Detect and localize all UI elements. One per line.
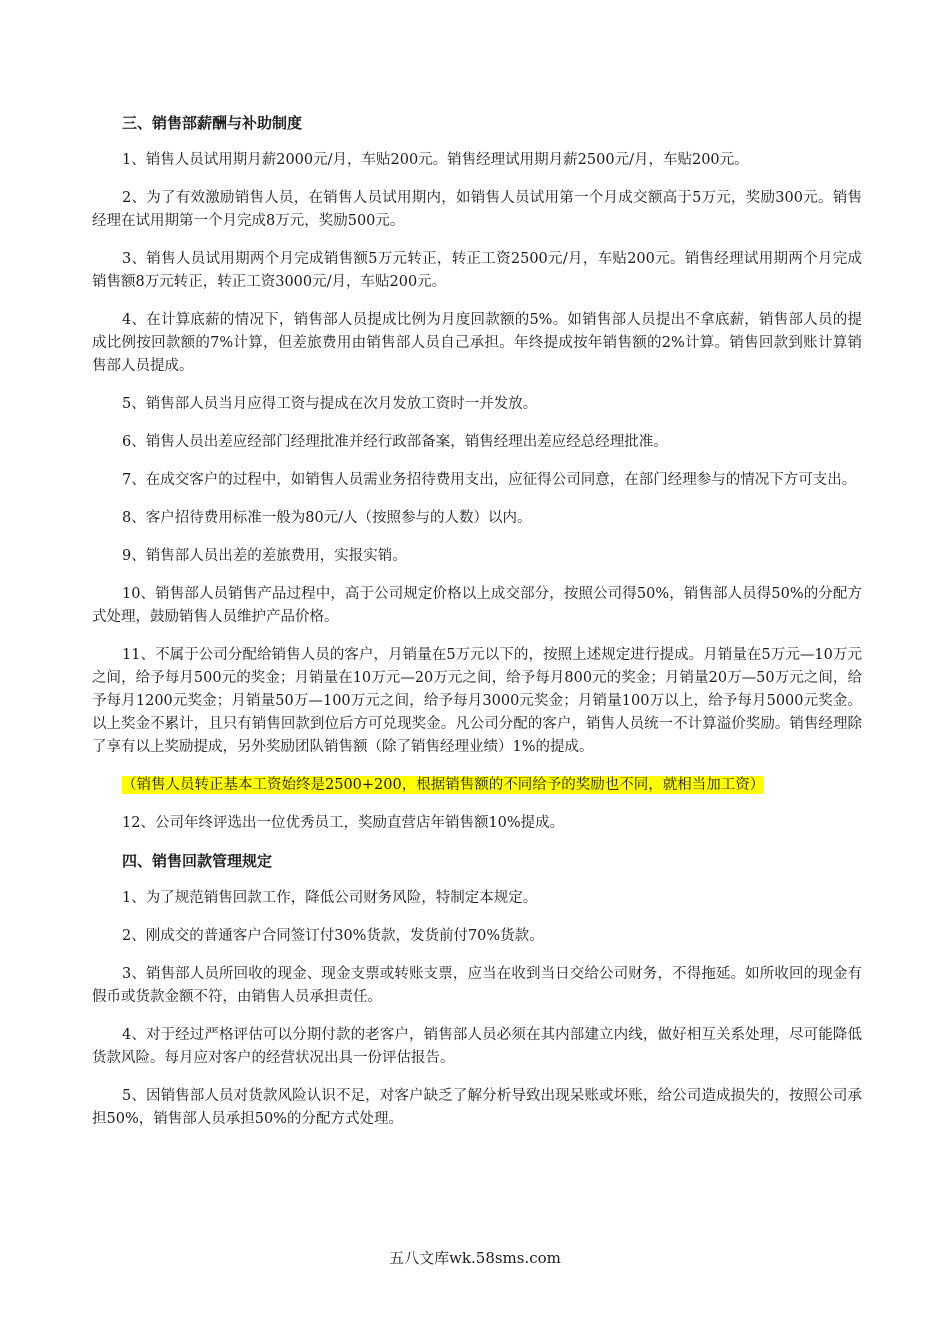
document-body <box>92 112 862 1146</box>
section-3-item-9: 9、销售部人员出差的差旅费用，实报实销。 <box>122 548 407 564</box>
section-3-title: 三、销售部薪酬与补助制度 <box>122 114 303 132</box>
section-3-item-3: 3、销售人员试用期两个月完成销售额5万元转正，转正工资2500元/月，车贴200元。销售经理试用期两个月完成销售额8万元转正，转正工资3000元/月，车贴200元。 <box>92 251 862 290</box>
section-4-item-5: 5、因销售部人员对货款风险认识不足，对客户缺乏了解分析导致出现呆账或坏账，给公司造成损失的，按照公司承担50%，销售部人员承担50%的分配方式处理。 <box>92 1088 862 1127</box>
section-3-item-1: 1、销售人员试用期月薪2000元/月，车贴200元。销售经理试用期月薪2500元/月，车贴200元。 <box>122 152 749 168</box>
section-4-title: 四、销售回款管理规定 <box>122 852 273 870</box>
section-3-item-10: 10、销售部人员销售产品过程中，高于公司规定价格以上成交部分，按照公司得50%，销售部人员得50%的分配方式处理，鼓励销售人员维护产品价格。 <box>92 586 862 625</box>
section-3-item-8: 8、客户招待费用标准一般为80元/人（按照参与的人数）以内。 <box>122 510 532 526</box>
footer-watermark: 五八文库wk.58sms.com <box>389 1249 561 1267</box>
section-3-item-7: 7、在成交客户的过程中，如销售人员需业务招待费用支出，应征得公司同意，在部门经理参与的情况下方可支出。 <box>122 472 857 488</box>
section-4-item-3: 3、销售部人员所回收的现金、现金支票或转账支票，应当在收到当日交给公司财务，不得拖延。如所收回的现金有假币或货款金额不符，由销售人员承担责任。 <box>92 966 862 1005</box>
section-3-item-11: 11、不属于公司分配给销售人员的客户，月销量在5万元以下的，按照上述规定进行提成。月销量在5万元—10万元之间，给予每月500元的奖金；月销量在10万元—20万元之间，给予每月800元的奖金；月销量20万—50万元之间，给予每月1200元奖金；月销量50万—100万元之间，给予每月3000元奖金；月销量100万以上，给予每月5000元奖金。以上奖金不累计，且只有销售回款到位后方可兑现奖金。凡公司分配的客户，销售人员统一不计算溢价奖励。销售经理除了享有以上奖励提成，另外奖励团队销售额（除了销售经理业绩）1%的提成。 <box>92 647 862 755</box>
section-4-item-4: 4、对于经过严格评估可以分期付款的老客户，销售部人员必须在其内部建立内线，做好相互关系处理，尽可能降低货款风险。每月应对客户的经营状况出具一份评估报告。 <box>92 1027 862 1066</box>
section-3-item-2: 2、为了有效激励销售人员，在销售人员试用期内，如销售人员试用第一个月成交额高于5万元，奖励300元。销售经理在试用期第一个月完成8万元，奖励500元。 <box>92 190 862 229</box>
highlight-note: （销售人员转正基本工资始终是2500+200，根据销售额的不同给予的奖励也不同，就相当加工资） <box>122 777 765 793</box>
section-4-item-1: 1、为了规范销售回款工作，降低公司财务风险，特制定本规定。 <box>122 890 538 906</box>
section-3-item-12: 12、公司年终评选出一位优秀员工，奖励直营店年销售额10%提成。 <box>122 815 565 831</box>
section-3-item-6: 6、销售人员出差应经部门经理批准并经行政部备案，销售经理出差应经总经理批准。 <box>122 434 668 450</box>
section-4-item-2: 2、刚成交的普通客户合同签订付30%货款，发货前付70%货款。 <box>122 928 544 944</box>
section-3-item-4: 4、在计算底薪的情况下，销售部人员提成比例为月度回款额的5%。如销售部人员提出不拿底薪，销售部人员的提成比例按回款额的7%计算，但差旅费用由销售部人员自己承担。年终提成按年销售额的2%计算。销售回款到账计算销售部人员提成。 <box>92 312 862 374</box>
highlight-note-row <box>92 774 862 797</box>
section-3-item-5: 5、销售部人员当月应得工资与提成在次月发放工资时一并发放。 <box>122 396 538 412</box>
